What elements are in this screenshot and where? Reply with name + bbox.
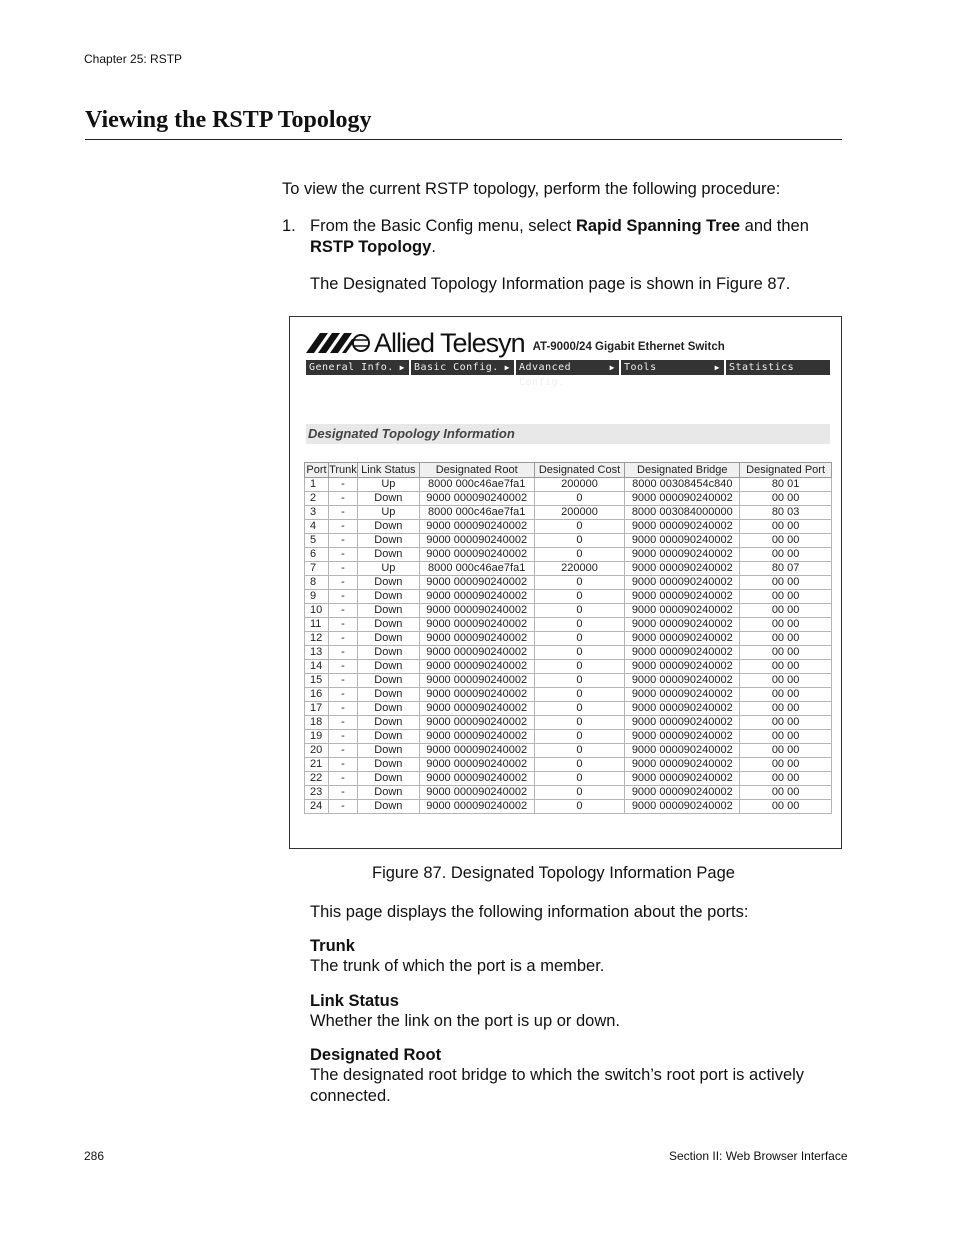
table-row xyxy=(305,520,832,534)
info-intro: This page displays the following information about the ports: xyxy=(310,903,749,921)
cell-port: 12 xyxy=(305,632,329,646)
cell-designated-bridge: 9000 000090240002 xyxy=(625,534,740,548)
table-row xyxy=(305,590,832,604)
table-row xyxy=(305,702,832,716)
cell-designated-cost: 0 xyxy=(534,520,625,534)
cell-designated-cost: 0 xyxy=(534,800,625,814)
cell-designated-bridge: 9000 000090240002 xyxy=(625,702,740,716)
cell-designated-port: 00 00 xyxy=(740,632,832,646)
cell-designated-cost: 0 xyxy=(534,758,625,772)
cell-trunk: - xyxy=(328,506,357,520)
cell-designated-cost: 0 xyxy=(534,632,625,646)
cell-designated-root: 9000 000090240002 xyxy=(419,604,534,618)
model-name: AT-9000/24 Gigabit Ethernet Switch xyxy=(532,341,725,353)
footer-section: Section II: Web Browser Interface xyxy=(669,1149,848,1163)
cell-port: 13 xyxy=(305,646,329,660)
cell-designated-bridge: 9000 000090240002 xyxy=(625,800,740,814)
menu-label: Advanced Config. xyxy=(519,362,572,388)
menu-general-info[interactable] xyxy=(306,360,409,375)
menu-basic-config[interactable] xyxy=(411,360,514,375)
cell-trunk: - xyxy=(328,492,357,506)
intro-paragraph: To view the current RSTP topology, perform the following procedure: xyxy=(282,180,781,198)
cell-designated-cost: 0 xyxy=(534,576,625,590)
cell-designated-cost: 0 xyxy=(534,534,625,548)
cell-designated-port: 00 00 xyxy=(740,618,832,632)
cell-link-status: Up xyxy=(357,506,419,520)
table-row xyxy=(305,548,832,562)
definition-term-trunk: Trunk xyxy=(310,937,355,955)
step-bold-a: Rapid Spanning Tree xyxy=(575,217,741,235)
cell-trunk: - xyxy=(328,534,357,548)
cell-designated-cost: 0 xyxy=(534,786,625,800)
menu-advanced-config[interactable] xyxy=(516,360,619,388)
cell-designated-cost: 0 xyxy=(534,716,625,730)
cell-designated-root: 9000 000090240002 xyxy=(419,744,534,758)
page-number: 286 xyxy=(84,1149,105,1163)
cell-designated-port: 00 00 xyxy=(740,534,832,548)
step-text-c: . xyxy=(431,238,436,256)
cell-port: 7 xyxy=(305,562,329,576)
section-title: Viewing the RSTP Topology xyxy=(85,107,372,133)
cell-designated-root: 9000 000090240002 xyxy=(419,786,534,800)
cell-designated-cost: 0 xyxy=(534,646,625,660)
menu-bar xyxy=(306,360,830,388)
cell-designated-cost: 0 xyxy=(534,492,625,506)
table-row xyxy=(305,674,832,688)
cell-port: 4 xyxy=(305,520,329,534)
definition-desc-trunk: The trunk of which the port is a member. xyxy=(310,957,605,975)
cell-trunk: - xyxy=(328,730,357,744)
cell-link-status: Down xyxy=(357,674,419,688)
cell-designated-root: 9000 000090240002 xyxy=(419,632,534,646)
page-title: Designated Topology Information xyxy=(306,424,830,444)
cell-designated-root: 9000 000090240002 xyxy=(419,702,534,716)
cell-designated-port: 00 00 xyxy=(740,716,832,730)
cell-port: 21 xyxy=(305,758,329,772)
table-header-row xyxy=(305,463,832,478)
cell-designated-bridge: 9000 000090240002 xyxy=(625,520,740,534)
cell-trunk: - xyxy=(328,786,357,800)
cell-trunk: - xyxy=(328,618,357,632)
cell-designated-cost: 0 xyxy=(534,688,625,702)
cell-designated-bridge: 9000 000090240002 xyxy=(625,744,740,758)
cell-link-status: Down xyxy=(357,730,419,744)
cell-designated-cost: 0 xyxy=(534,674,625,688)
cell-port: 23 xyxy=(305,786,329,800)
cell-link-status: Down xyxy=(357,716,419,730)
cell-trunk: - xyxy=(328,632,357,646)
cell-designated-bridge: 9000 000090240002 xyxy=(625,772,740,786)
step-number: 1. xyxy=(282,217,296,235)
cell-trunk: - xyxy=(328,548,357,562)
cell-port: 22 xyxy=(305,772,329,786)
cell-port: 19 xyxy=(305,730,329,744)
step-note: The Designated Topology Information page is shown in Figure 87. xyxy=(310,275,791,293)
cell-designated-port: 00 00 xyxy=(740,688,832,702)
cell-designated-port: 80 01 xyxy=(740,478,832,492)
cell-designated-root: 9000 000090240002 xyxy=(419,548,534,562)
cell-designated-bridge: 9000 000090240002 xyxy=(625,660,740,674)
cell-designated-port: 00 00 xyxy=(740,800,832,814)
cell-port: 1 xyxy=(305,478,329,492)
cell-designated-port: 00 00 xyxy=(740,492,832,506)
cell-designated-root: 9000 000090240002 xyxy=(419,492,534,506)
table-row xyxy=(305,646,832,660)
cell-link-status: Down xyxy=(357,520,419,534)
table-row xyxy=(305,744,832,758)
cell-trunk: - xyxy=(328,674,357,688)
cell-designated-bridge: 9000 000090240002 xyxy=(625,492,740,506)
cell-designated-cost: 0 xyxy=(534,730,625,744)
table-row xyxy=(305,660,832,674)
cell-designated-port: 00 00 xyxy=(740,646,832,660)
cell-trunk: - xyxy=(328,576,357,590)
cell-link-status: Up xyxy=(357,478,419,492)
cell-link-status: Down xyxy=(357,646,419,660)
cell-designated-cost: 0 xyxy=(534,548,625,562)
cell-port: 20 xyxy=(305,744,329,758)
table-row xyxy=(305,716,832,730)
cell-designated-port: 00 00 xyxy=(740,660,832,674)
cell-link-status: Down xyxy=(357,548,419,562)
brand-name: Allied Telesyn xyxy=(374,327,525,358)
column-header-port: Port xyxy=(306,464,327,476)
menu-tools[interactable] xyxy=(621,360,724,375)
cell-trunk: - xyxy=(328,604,357,618)
cell-designated-port: 00 00 xyxy=(740,604,832,618)
cell-designated-root: 9000 000090240002 xyxy=(419,800,534,814)
step-text-a: From the Basic Config menu, select xyxy=(310,217,576,235)
column-header-trunk: Trunk xyxy=(329,464,357,476)
cell-trunk: - xyxy=(328,590,357,604)
cell-trunk: - xyxy=(328,758,357,772)
cell-designated-cost: 200000 xyxy=(534,478,625,492)
table-row xyxy=(305,688,832,702)
cell-port: 8 xyxy=(305,576,329,590)
cell-designated-bridge: 9000 000090240002 xyxy=(625,716,740,730)
cell-designated-cost: 0 xyxy=(534,702,625,716)
triangle-right-icon: ▶ xyxy=(609,363,615,372)
cell-link-status: Up xyxy=(357,562,419,576)
definition-desc-link-status: Whether the link on the port is up or down. xyxy=(310,1012,621,1030)
cell-trunk: - xyxy=(328,478,357,492)
cell-designated-port: 80 07 xyxy=(740,562,832,576)
cell-link-status: Down xyxy=(357,660,419,674)
step-text-b: and then xyxy=(740,217,809,235)
cell-designated-port: 00 00 xyxy=(740,674,832,688)
title-rule xyxy=(85,139,842,140)
cell-port: 11 xyxy=(305,618,329,632)
cell-designated-cost: 200000 xyxy=(534,506,625,520)
cell-designated-bridge: 9000 000090240002 xyxy=(625,618,740,632)
table-row xyxy=(305,772,832,786)
cell-designated-root: 9000 000090240002 xyxy=(419,688,534,702)
cell-link-status: Down xyxy=(357,786,419,800)
cell-designated-cost: 0 xyxy=(534,660,625,674)
cell-designated-port: 00 00 xyxy=(740,520,832,534)
cell-link-status: Down xyxy=(357,758,419,772)
cell-designated-bridge: 9000 000090240002 xyxy=(625,758,740,772)
cell-trunk: - xyxy=(328,688,357,702)
table-row xyxy=(305,632,832,646)
cell-port: 9 xyxy=(305,590,329,604)
cell-link-status: Down xyxy=(357,618,419,632)
cell-port: 2 xyxy=(305,492,329,506)
figure-caption: Figure 87. Designated Topology Information Page xyxy=(372,864,735,882)
cell-designated-bridge: 9000 000090240002 xyxy=(625,730,740,744)
step-text xyxy=(310,216,850,258)
cell-designated-bridge: 9000 000090240002 xyxy=(625,688,740,702)
definition-term-link-status: Link Status xyxy=(310,992,399,1010)
cell-designated-port: 00 00 xyxy=(740,786,832,800)
cell-designated-cost: 0 xyxy=(534,618,625,632)
cell-link-status: Down xyxy=(357,772,419,786)
cell-port: 6 xyxy=(305,548,329,562)
column-header-designated-root: Designated Root xyxy=(419,463,534,478)
menu-statistics[interactable] xyxy=(726,360,830,375)
cell-designated-root: 9000 000090240002 xyxy=(419,646,534,660)
table-row xyxy=(305,478,832,492)
cell-designated-port: 00 00 xyxy=(740,730,832,744)
cell-port: 15 xyxy=(305,674,329,688)
step-bold-b: RSTP Topology xyxy=(310,238,432,256)
cell-designated-root: 9000 000090240002 xyxy=(419,660,534,674)
table-row xyxy=(305,534,832,548)
cell-port: 24 xyxy=(305,800,329,814)
cell-trunk: - xyxy=(328,800,357,814)
triangle-right-icon: ▶ xyxy=(714,363,720,372)
definition-desc-designated-root-line2: connected. xyxy=(310,1087,391,1105)
cell-designated-cost: 220000 xyxy=(534,562,625,576)
column-header-designated-port: Designated Port xyxy=(740,463,832,478)
table-row xyxy=(305,730,832,744)
table-body xyxy=(305,478,832,814)
allied-telesyn-logo-icon xyxy=(306,332,370,354)
cell-port: 3 xyxy=(305,506,329,520)
definition-desc-designated-root-line1: The designated root bridge to which the switch’s root port is actively xyxy=(310,1066,805,1084)
column-header-link-status: Link Status xyxy=(357,463,419,478)
cell-designated-root: 9000 000090240002 xyxy=(419,674,534,688)
cell-designated-bridge: 9000 000090240002 xyxy=(625,604,740,618)
cell-designated-bridge: 9000 000090240002 xyxy=(625,562,740,576)
cell-trunk: - xyxy=(328,646,357,660)
figure-screenshot xyxy=(289,316,842,849)
menu-label: Basic Config. xyxy=(414,362,499,373)
cell-port: 17 xyxy=(305,702,329,716)
cell-designated-bridge: 9000 000090240002 xyxy=(625,786,740,800)
table-row xyxy=(305,576,832,590)
cell-designated-root: 9000 000090240002 xyxy=(419,772,534,786)
cell-trunk: - xyxy=(328,660,357,674)
topology-table xyxy=(304,462,832,814)
logo-row xyxy=(306,327,725,359)
cell-port: 10 xyxy=(305,604,329,618)
definition-term-designated-root: Designated Root xyxy=(310,1046,442,1064)
cell-designated-port: 00 00 xyxy=(740,548,832,562)
table-row xyxy=(305,562,832,576)
cell-designated-root: 9000 000090240002 xyxy=(419,576,534,590)
cell-trunk: - xyxy=(328,744,357,758)
cell-designated-bridge: 9000 000090240002 xyxy=(625,548,740,562)
cell-trunk: - xyxy=(328,716,357,730)
cell-link-status: Down xyxy=(357,744,419,758)
cell-designated-cost: 0 xyxy=(534,604,625,618)
cell-designated-root: 9000 000090240002 xyxy=(419,520,534,534)
cell-designated-port: 00 00 xyxy=(740,758,832,772)
table-row xyxy=(305,786,832,800)
cell-designated-port: 00 00 xyxy=(740,576,832,590)
cell-designated-root: 8000 000c46ae7fa1 xyxy=(419,478,534,492)
cell-designated-cost: 0 xyxy=(534,772,625,786)
cell-designated-root: 9000 000090240002 xyxy=(419,534,534,548)
cell-link-status: Down xyxy=(357,800,419,814)
table-row xyxy=(305,758,832,772)
cell-designated-port: 00 00 xyxy=(740,702,832,716)
cell-designated-root: 9000 000090240002 xyxy=(419,730,534,744)
cell-trunk: - xyxy=(328,702,357,716)
cell-designated-bridge: 9000 000090240002 xyxy=(625,590,740,604)
cell-designated-root: 8000 000c46ae7fa1 xyxy=(419,506,534,520)
cell-designated-port: 00 00 xyxy=(740,744,832,758)
table-row xyxy=(305,618,832,632)
table-row xyxy=(305,800,832,814)
cell-link-status: Down xyxy=(357,590,419,604)
cell-designated-root: 9000 000090240002 xyxy=(419,590,534,604)
cell-designated-root: 9000 000090240002 xyxy=(419,716,534,730)
table-row xyxy=(305,604,832,618)
cell-designated-root: 9000 000090240002 xyxy=(419,618,534,632)
cell-link-status: Down xyxy=(357,604,419,618)
cell-designated-bridge: 9000 000090240002 xyxy=(625,646,740,660)
table-row xyxy=(305,492,832,506)
cell-designated-bridge: 8000 00308454c840 xyxy=(625,478,740,492)
menu-label: Tools xyxy=(624,362,657,373)
menu-label: General Info. xyxy=(309,362,394,373)
cell-trunk: - xyxy=(328,772,357,786)
cell-designated-root: 8000 000c46ae7fa1 xyxy=(419,562,534,576)
table-row xyxy=(305,506,832,520)
cell-link-status: Down xyxy=(357,632,419,646)
cell-designated-port: 00 00 xyxy=(740,590,832,604)
cell-designated-port: 80 03 xyxy=(740,506,832,520)
cell-port: 5 xyxy=(305,534,329,548)
cell-port: 16 xyxy=(305,688,329,702)
cell-trunk: - xyxy=(328,562,357,576)
cell-designated-bridge: 8000 003084000000 xyxy=(625,506,740,520)
cell-designated-bridge: 9000 000090240002 xyxy=(625,632,740,646)
cell-port: 14 xyxy=(305,660,329,674)
cell-designated-bridge: 9000 000090240002 xyxy=(625,674,740,688)
menu-label: Statistics xyxy=(729,362,795,373)
cell-link-status: Down xyxy=(357,702,419,716)
chapter-header: Chapter 25: RSTP xyxy=(84,52,183,66)
cell-designated-bridge: 9000 000090240002 xyxy=(625,576,740,590)
cell-link-status: Down xyxy=(357,534,419,548)
triangle-right-icon: ▶ xyxy=(504,363,510,372)
cell-designated-root: 9000 000090240002 xyxy=(419,758,534,772)
cell-port: 18 xyxy=(305,716,329,730)
cell-link-status: Down xyxy=(357,688,419,702)
cell-designated-cost: 0 xyxy=(534,590,625,604)
column-header-designated-bridge: Designated Bridge xyxy=(625,463,740,478)
cell-trunk: - xyxy=(328,520,357,534)
cell-link-status: Down xyxy=(357,576,419,590)
cell-designated-cost: 0 xyxy=(534,744,625,758)
column-header-designated-cost: Designated Cost xyxy=(534,463,625,478)
triangle-right-icon: ▶ xyxy=(399,363,405,372)
cell-designated-port: 00 00 xyxy=(740,772,832,786)
cell-link-status: Down xyxy=(357,492,419,506)
